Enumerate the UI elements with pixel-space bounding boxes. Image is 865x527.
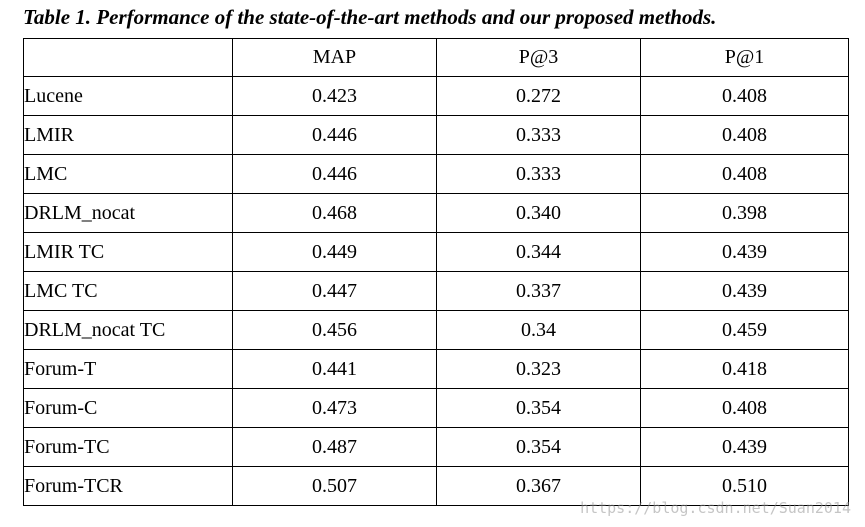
p3-cell: 0.340 <box>437 194 641 233</box>
table-row <box>24 389 849 428</box>
p1-cell: 0.398 <box>641 194 849 233</box>
method-cell: DRLM_nocat TC <box>24 311 233 350</box>
p3-cell: 0.337 <box>437 272 641 311</box>
table-row <box>24 155 849 194</box>
map-cell: 0.473 <box>233 389 437 428</box>
method-cell: LMIR <box>24 116 233 155</box>
p1-cell: 0.408 <box>641 77 849 116</box>
p1-cell: 0.439 <box>641 272 849 311</box>
map-cell: 0.447 <box>233 272 437 311</box>
map-cell: 0.456 <box>233 311 437 350</box>
header-p3: P@3 <box>437 39 641 77</box>
map-cell: 0.487 <box>233 428 437 467</box>
table-row <box>24 116 849 155</box>
watermark: https://blog.csdn.net/Suan2014 <box>580 499 851 517</box>
method-cell: Forum-TC <box>24 428 233 467</box>
method-cell: DRLM_nocat <box>24 194 233 233</box>
p1-cell: 0.418 <box>641 350 849 389</box>
method-cell: LMC TC <box>24 272 233 311</box>
p1-cell: 0.408 <box>641 155 849 194</box>
header-method <box>24 39 233 77</box>
table-row <box>24 311 849 350</box>
method-cell: Forum-T <box>24 350 233 389</box>
method-cell: LMIR TC <box>24 233 233 272</box>
table-row <box>24 428 849 467</box>
p1-cell: 0.408 <box>641 116 849 155</box>
p3-cell: 0.272 <box>437 77 641 116</box>
table-caption: Table 1. Performance of the state-of-the-art methods and our proposed methods. <box>23 5 717 29</box>
p1-cell: 0.510 <box>641 467 849 506</box>
method-cell: Lucene <box>24 77 233 116</box>
table-row <box>24 350 849 389</box>
table-row <box>24 272 849 311</box>
p1-cell: 0.408 <box>641 389 849 428</box>
p3-cell: 0.344 <box>437 233 641 272</box>
table-row <box>24 233 849 272</box>
p3-cell: 0.354 <box>437 428 641 467</box>
p1-cell: 0.459 <box>641 311 849 350</box>
map-cell: 0.449 <box>233 233 437 272</box>
p3-cell: 0.323 <box>437 350 641 389</box>
p1-cell: 0.439 <box>641 428 849 467</box>
header-p1: P@1 <box>641 39 849 77</box>
map-cell: 0.446 <box>233 155 437 194</box>
p1-cell: 0.439 <box>641 233 849 272</box>
p3-cell: 0.34 <box>437 311 641 350</box>
p3-cell: 0.333 <box>437 155 641 194</box>
method-cell: LMC <box>24 155 233 194</box>
map-cell: 0.446 <box>233 116 437 155</box>
map-cell: 0.441 <box>233 350 437 389</box>
table-row <box>24 77 849 116</box>
map-cell: 0.423 <box>233 77 437 116</box>
p3-cell: 0.333 <box>437 116 641 155</box>
map-cell: 0.468 <box>233 194 437 233</box>
header-row <box>24 39 849 77</box>
header-map: MAP <box>233 39 437 77</box>
table-row <box>24 194 849 233</box>
results-table <box>23 38 849 506</box>
method-cell: Forum-C <box>24 389 233 428</box>
p3-cell: 0.367 <box>437 467 641 506</box>
map-cell: 0.507 <box>233 467 437 506</box>
p3-cell: 0.354 <box>437 389 641 428</box>
method-cell: Forum-TCR <box>24 467 233 506</box>
